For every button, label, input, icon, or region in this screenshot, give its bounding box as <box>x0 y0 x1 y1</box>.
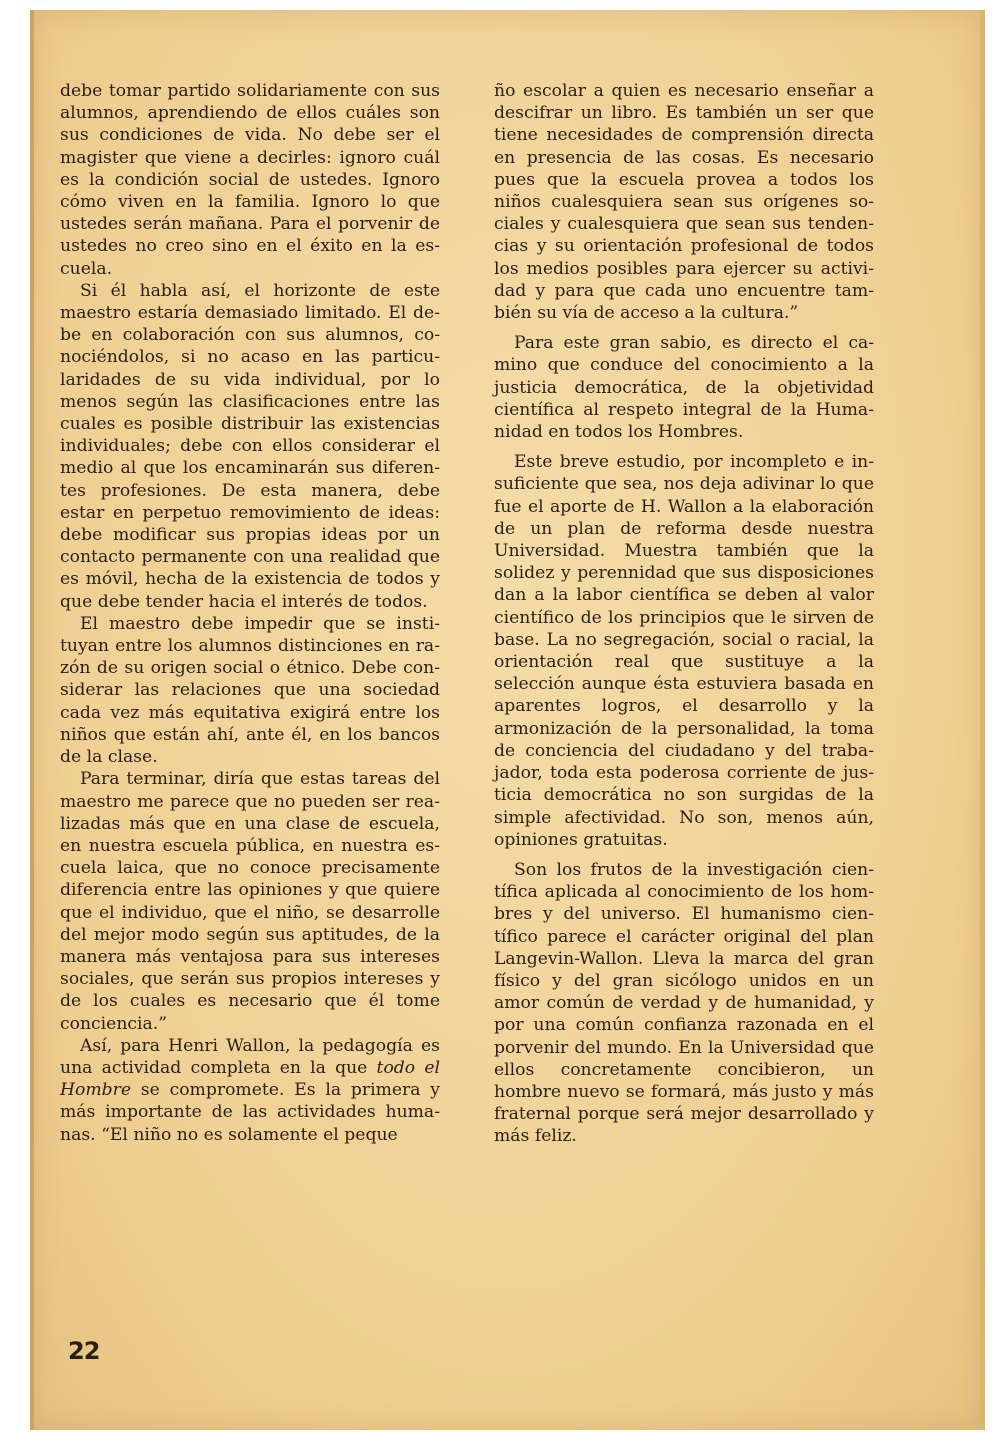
page-left-edge <box>30 10 34 1430</box>
right-paragraph-2: Para este gran sabio, es directo el camino que conduce del conocimiento a la justicia democrática, de la objetividad científica al respeto integral de la Humanidad en todos los Hombres. <box>494 333 874 443</box>
left-paragraph-2: Si él habla así, el horizonte de este maestro estaría demasiado limitado. El debe en colaboración con sus alumnos, conociéndolos, si no acaso en las particularidades de su vida individual, por lo menos según las clasificaciones entre las cuales es posible distribuir las existencias individuales; debe con ellos considerar el medio al que los encaminarán sus diferentes profesiones. De esta manera, debe estar en perpetuo removimiento de ideas: debe modificar sus propias ideas por un contacto permanente con una realidad que es móvil, hecha de la existencia de todos y que debe tender hacia el interés de todos. <box>60 280 440 612</box>
right-paragraph-1: ño escolar a quien es necesario enseñar a descifrar un libro. Es también un ser que tiene necesidades de comprensión directa en presencia de las cosas. Es necesario pues que la escuela provea a todos los niños cualesquiera sean sus orígenes sociales y cualesquiera que sean sus tendencias y su orientación profesional de todos los medios posibles para ejercer su actividad y para que cada uno encuentre también su vía de acceso a la cultura.” <box>494 81 874 324</box>
left-paragraph-4: Para terminar, diría que estas tareas del maestro me parece que no pueden ser realizadas más que en una clase de escuela, en nuestra escuela pública, en nuestra escuela laica, que no conoce precisamente diferencia entre las opiniones y que quiere que el individuo, que el niño, se desarrolle del mejor modo según sus aptitudes, de la manera más ventajosa para sus intereses sociales, que serán sus propios intereses y de los cuales es necesario que él tome conciencia.” <box>60 769 440 1034</box>
left-paragraph-5-end: se compromete. Es la primera y más importante de las actividades humanas. “El niño no es solamente el peque <box>60 1080 440 1145</box>
right-column <box>494 80 874 1148</box>
page-number: 22 <box>68 1337 100 1365</box>
left-paragraph-5-italic: todo el Hombre <box>60 1057 440 1101</box>
right-paragraph-3: Este breve estudio, por incompleto e insuficiente que sea, nos deja adivinar lo que fue el aporte de H. Wallon a la elaboración de un plan de reforma desde nuestra Universidad. Muestra también que la solidez y perennidad que sus disposiciones dan a la labor científica se deben al valor científico de los principios que le sirven de base. La no segregación, social o racial, la orientación real que sustituye a la selección aunque ésta estuviera basada en aparentes logros, el desarrollo y la armonización de la personalidad, la toma de conciencia del ciudadano y del trabajador, toda esta poderosa corriente de justicia democrática no son surgidas de la simple afectividad. No son, menos aún, opiniones gratuitas. <box>494 452 874 850</box>
left-paragraph-5-start: Así, para Henri Wallon, la pedagogía es una actividad completa en la que <box>60 1035 440 1078</box>
page-right-edge <box>980 10 985 1430</box>
left-paragraph-5 <box>60 1035 440 1146</box>
left-paragraph-3: El maestro debe impedir que se instituyan entre los alumnos distinciones en razón de su origen social o étnico. Debe considerar las relaciones que una sociedad cada vez más equitativa exigirá entre los niños que están ahí, ante él, en los bancos de la clase. <box>60 613 440 768</box>
right-paragraph-4: Son los frutos de la investigación científica aplicada al conocimiento de los hombres y del universo. El humanismo científico parece el carácter original del plan Langevin-Wallon. Lleva la marca del gran físico y del gran sicólogo unidos en un amor común de verdad y de humanidad, y por una común confianza razonada en el porvenir del mundo. En la Universidad que ellos concretamente concibieron, un hombre nuevo se formará, más justo y más fraternal porque será mejor desarrollado y más feliz. <box>494 859 874 1147</box>
left-paragraph-1: debe tomar partido solidariamente con sus alumnos, aprendiendo de ellos cuáles son sus condiciones de vida. No debe ser el magister que viene a decirles: ignoro cuál es la condición social de ustedes. Ignoro cómo viven en la familia. Ignoro lo que ustedes serán mañana. Para el porvenir de ustedes no creo sino en el éxito en la escuela. <box>60 81 440 279</box>
left-column <box>60 80 440 1146</box>
